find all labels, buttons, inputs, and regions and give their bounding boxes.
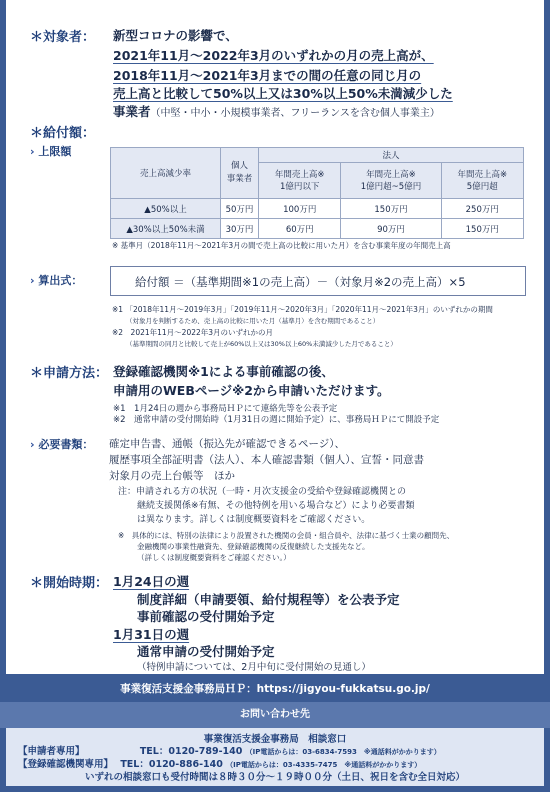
schedule-date2: 1月31日の週 — [113, 627, 190, 642]
rate-cell: ▲50%以上 — [111, 199, 221, 219]
schedule-item1b: 事前確認の受付開始予定 — [137, 609, 275, 624]
contact-line2 — [18, 756, 421, 770]
contact-box — [6, 728, 544, 786]
table-row — [111, 199, 524, 219]
eligibility-line2: 2021年11月～2022年3月のいずれかの月の売上高が、 — [113, 48, 434, 63]
eligibility-line4: 売上高と比較して50%以上又は30%以上50%未満減少した — [113, 86, 453, 101]
table-row — [111, 219, 524, 239]
th-individual: 個人 事業者 — [221, 148, 259, 199]
schedule-date1: 1月24日の週 — [113, 574, 190, 589]
eligibility-line5-main: 事業者 — [113, 104, 151, 119]
eligibility-label: ＊対象者： — [30, 30, 96, 45]
c2-cell: 90万円 — [341, 219, 441, 239]
rate-cell: ▲30%以上50%未満 — [111, 219, 221, 239]
contact-title: お問い合わせ先 — [0, 702, 550, 728]
institution-tel: TEL：0120-886-140 — [120, 759, 223, 770]
formula-note2b: （基準期間の同月と比較して売上が60%以上又は30%以上60%未満減少した月であること） — [126, 340, 397, 348]
individual-cell: 50万円 — [221, 199, 259, 219]
formula-text: 給付額 ＝（基準期間※1の売上高）－（対象月※2の売上高）×5 — [135, 275, 466, 289]
th-corporate: 法人 — [259, 148, 524, 163]
schedule-item2b: （特例申請については、2月中旬に受付開始の見通し） — [137, 662, 371, 673]
formula-row — [30, 272, 82, 288]
schedule-label: ＊開始時期： — [30, 576, 109, 591]
application-line1: 登録確認機関※1による事前確認の後、 — [113, 364, 334, 379]
formula-note1b: （対象月を判断するため、売上高の比較に用いた月（基準月）を含む期間であること） — [126, 317, 380, 325]
schedule-item1a: 制度詳細（申請要領、給付規程等）を公表予定 — [137, 592, 400, 607]
eligibility-line1: 新型コロナの影響で、 — [113, 28, 238, 43]
hp-band: 事業復活支援金事務局ＨＰ：https://jigyou-fukkatsu.go.jp/ — [0, 678, 550, 700]
c3-cell: 150万円 — [441, 219, 523, 239]
documents-note2b: 金融機関の事業性融資先、登録確認機関の反復継続した支援先など。 — [137, 542, 370, 551]
c1-cell: 100万円 — [259, 199, 341, 219]
individual-cell: 30万円 — [221, 219, 259, 239]
application-label: ＊申請方法： — [30, 366, 109, 381]
formula-box — [110, 266, 526, 296]
th-reduction: 売上高減少率 — [111, 148, 221, 199]
chevron-right-icon: › — [30, 438, 35, 451]
benefit-label: ＊給付額： — [30, 126, 96, 141]
contact-hours: いずれの相談窓口も受付時間は８時３０分～１９時００分（土日、祝日を含む全日対応） — [84, 772, 465, 783]
formula-note2: ※2 2021年11月～2022年3月のいずれかの月 — [112, 328, 274, 337]
table-note: ※ 基準月（2018年11月～2021年3月の間で売上高の比較に用いた月）を含む事業年度の年間売上高 — [112, 241, 451, 250]
applicant-tel: TEL：0120-789-140 — [139, 746, 243, 757]
contact-office: 事業復活支援金事務局 相談窓口 — [203, 734, 347, 745]
application-note1: ※1 1月24日の週から事務局ＨＰにて連絡先等を公表予定 — [113, 404, 338, 414]
chevron-right-icon: › — [30, 274, 35, 287]
schedule-item2a: 通常申請の受付開始予定 — [137, 644, 275, 659]
th-col1: 年間売上高※ 1億円以下 — [259, 163, 341, 199]
eligibility-line5 — [113, 102, 440, 120]
documents-note-c: は異なります。詳しくは制度概要資料をご確認ください。 — [137, 515, 371, 525]
documents-label: 必要書類： — [38, 438, 94, 451]
th-col2: 年間売上高※ 1億円超~5億円 — [341, 163, 441, 199]
applicant-label: 【申請者専用】 — [18, 746, 85, 757]
documents-row — [30, 436, 93, 452]
limit-label: 上限額 — [38, 145, 72, 158]
limit-row — [30, 143, 71, 159]
th-col3: 年間売上高※ 5億円超 — [441, 163, 523, 199]
eligibility-line5-note: （中堅・中小・小規模事業者、フリーランスを含む個人事業主） — [150, 108, 440, 119]
formula-label: 算出式： — [38, 274, 83, 287]
documents-note2c: （詳しくは制度概要資料をご確認ください。） — [137, 553, 291, 562]
application-line2: 申請用のWEBページ※2から申請いただけます。 — [113, 383, 390, 398]
documents-note2a: ※ 具体的には、特別の法律により設置された機関の会員・組合員や、法律に基づく士業の顧問先、 — [118, 531, 455, 540]
applicant-ip: （IP電話からは：03-6834-7593 ※通話料がかかります） — [245, 748, 441, 756]
documents-line3: 対象月の売上台帳等 ほか — [109, 470, 235, 482]
documents-line2: 履歴事項全部証明書（法人）、本人確認書類（個人）、宣誓・同意書 — [109, 454, 424, 466]
c1-cell: 60万円 — [259, 219, 341, 239]
formula-note1: ※1 「2018年11月～2019年3月」「2019年11月～2020年3月」「2020年11月～2021年3月」のいずれかの期間 — [112, 305, 493, 314]
documents-note-a: 注：申請される方の状況（一時・月次支援金の受給や登録確認機関との — [118, 487, 407, 497]
limit-table — [110, 147, 524, 239]
contact-line1 — [18, 743, 441, 757]
application-note2: ※2 通常申請の受付開始時（1月31日の週に開始予定）に、事務局ＨＰにて開設予定 — [113, 415, 440, 425]
institution-label: 【登録確認機関専用】 — [18, 759, 114, 770]
chevron-right-icon: › — [30, 145, 35, 158]
documents-note-b: 継続支援関係※有無、その他特例を用いる場合など）により必要書類 — [137, 501, 415, 511]
institution-ip: （IP電話からは：03-4335-7475 ※通話料がかかります） — [226, 761, 422, 769]
c3-cell: 250万円 — [441, 199, 523, 219]
eligibility-line3: 2018年11月～2021年3月までの間の任意の同じ月の — [113, 68, 422, 83]
documents-line1: 確定申告書、通帳（振込先が確認できるページ）、 — [109, 438, 346, 450]
c2-cell: 150万円 — [341, 199, 441, 219]
